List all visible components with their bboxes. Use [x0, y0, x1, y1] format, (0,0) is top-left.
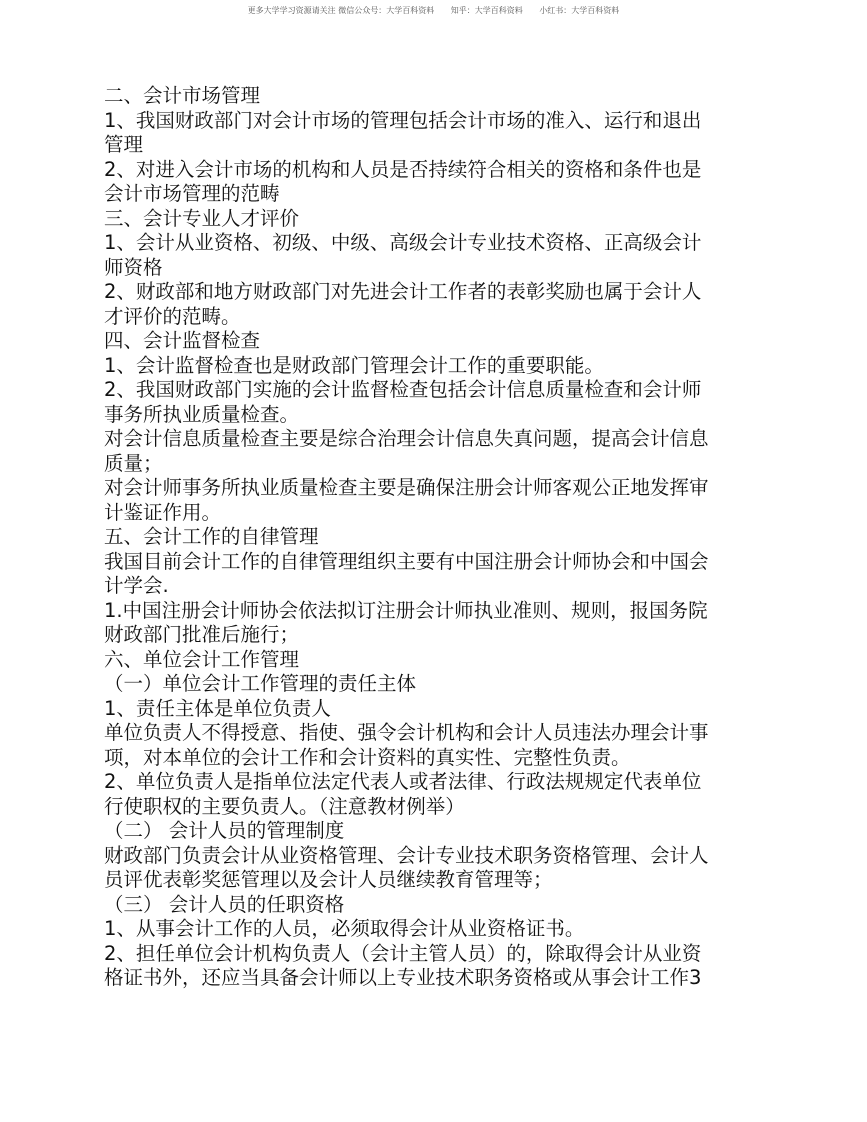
header-wechat-note: 更多大学学习资源请关注 微信公众号：大学百科资料 — [247, 6, 435, 15]
text-line: 对会计信息质量检查主要是综合治理会计信息失真问题，提高会计信息 — [104, 427, 709, 450]
text-line: 行使职权的主要负责人。（注意教材例举） — [104, 794, 465, 818]
text-line: 师资格 — [104, 255, 163, 279]
text-line: 1、我国财政部门对会计市场的管理包括会计市场的准入、运行和退出 — [104, 108, 702, 132]
header-zhihu-note: 知乎：大学百科资料 — [450, 6, 523, 15]
text-line: 四、会计监督检查 — [104, 329, 261, 352]
text-line: 六、单位会计工作管理 — [104, 647, 300, 671]
page-header — [0, 5, 867, 16]
text-line: （三） 会计人员的任职资格 — [104, 892, 345, 916]
text-line: （一）单位会计工作管理的责任主体 — [104, 672, 417, 695]
text-line: 2、我国财政部门实施的会计监督检查包括会计信息质量检查和会计师 — [104, 378, 702, 401]
text-line: 项，对本单位的会计工作和会计资料的真实性、完整性负责。 — [104, 745, 631, 769]
text-line: 1、会计从业资格、初级、中级、高级会计专业技术资格、正高级会计 — [104, 231, 702, 254]
text-line: 2、对进入会计市场的机构和人员是否持续符合相关的资格和条件也是 — [104, 157, 702, 181]
text-line: 我国目前会计工作的自律管理组织主要有中国注册会计师协会和中国会 — [104, 549, 709, 573]
text-line: （二） 会计人员的管理制度 — [104, 819, 345, 842]
text-line: 员评优表彰奖惩管理以及会计人员继续教育管理等； — [104, 868, 553, 891]
text-line: 单位负责人不得授意、指使、强令会计机构和会计人员违法办理会计事 — [104, 721, 709, 744]
text-line: 质量； — [104, 451, 163, 475]
text-line: 1、从事会计工作的人员，必须取得会计从业资格证书。 — [104, 917, 585, 940]
text-line: 管理 — [104, 133, 144, 156]
header-xiaohongshu-note: 小红书：大学百科资料 — [539, 6, 620, 15]
text-line: 计鉴证作用。 — [104, 500, 222, 524]
text-line: 对会计师事务所执业质量检查主要是确保注册会计师客观公正地发挥审 — [104, 476, 709, 499]
text-line: 财政部门负责会计从业资格管理、会计专业技术职务资格管理、会计人 — [104, 843, 709, 867]
document-body — [104, 84, 764, 991]
text-line: 会计市场管理的范畴 — [104, 182, 280, 205]
text-line: 三、会计专业人才评价 — [104, 206, 300, 230]
text-line: 2、财政部和地方财政部门对先进会计工作者的表彰奖励也属于会计人 — [104, 280, 702, 303]
text-line: 格证书外，还应当具备会计师以上专业技术职务资格或从事会计工作3 — [104, 966, 702, 989]
text-line: 1、会计监督检查也是财政部门管理会计工作的重要职能。 — [104, 353, 604, 377]
text-line: 事务所执业质量检查。 — [104, 402, 300, 426]
text-line: 1.中国注册会计师协会依法拟订注册会计师执业准则、规则，报国务院 — [104, 598, 708, 622]
text-line: 计学会. — [104, 574, 169, 597]
text-line: 五、会计工作的自律管理 — [104, 525, 319, 548]
text-line: 财政部门批准后施行； — [104, 623, 300, 646]
text-line: 才评价的范畴。 — [104, 304, 241, 328]
text-line: 2、担任单位会计机构负责人（会计主管人员）的，除取得会计从业资 — [104, 941, 702, 965]
text-line: 二、会计市场管理 — [104, 84, 261, 107]
text-line: 1、责任主体是单位负责人 — [104, 696, 331, 720]
text-line: 2、单位负责人是指单位法定代表人或者法律、行政法规规定代表单位 — [104, 770, 702, 793]
